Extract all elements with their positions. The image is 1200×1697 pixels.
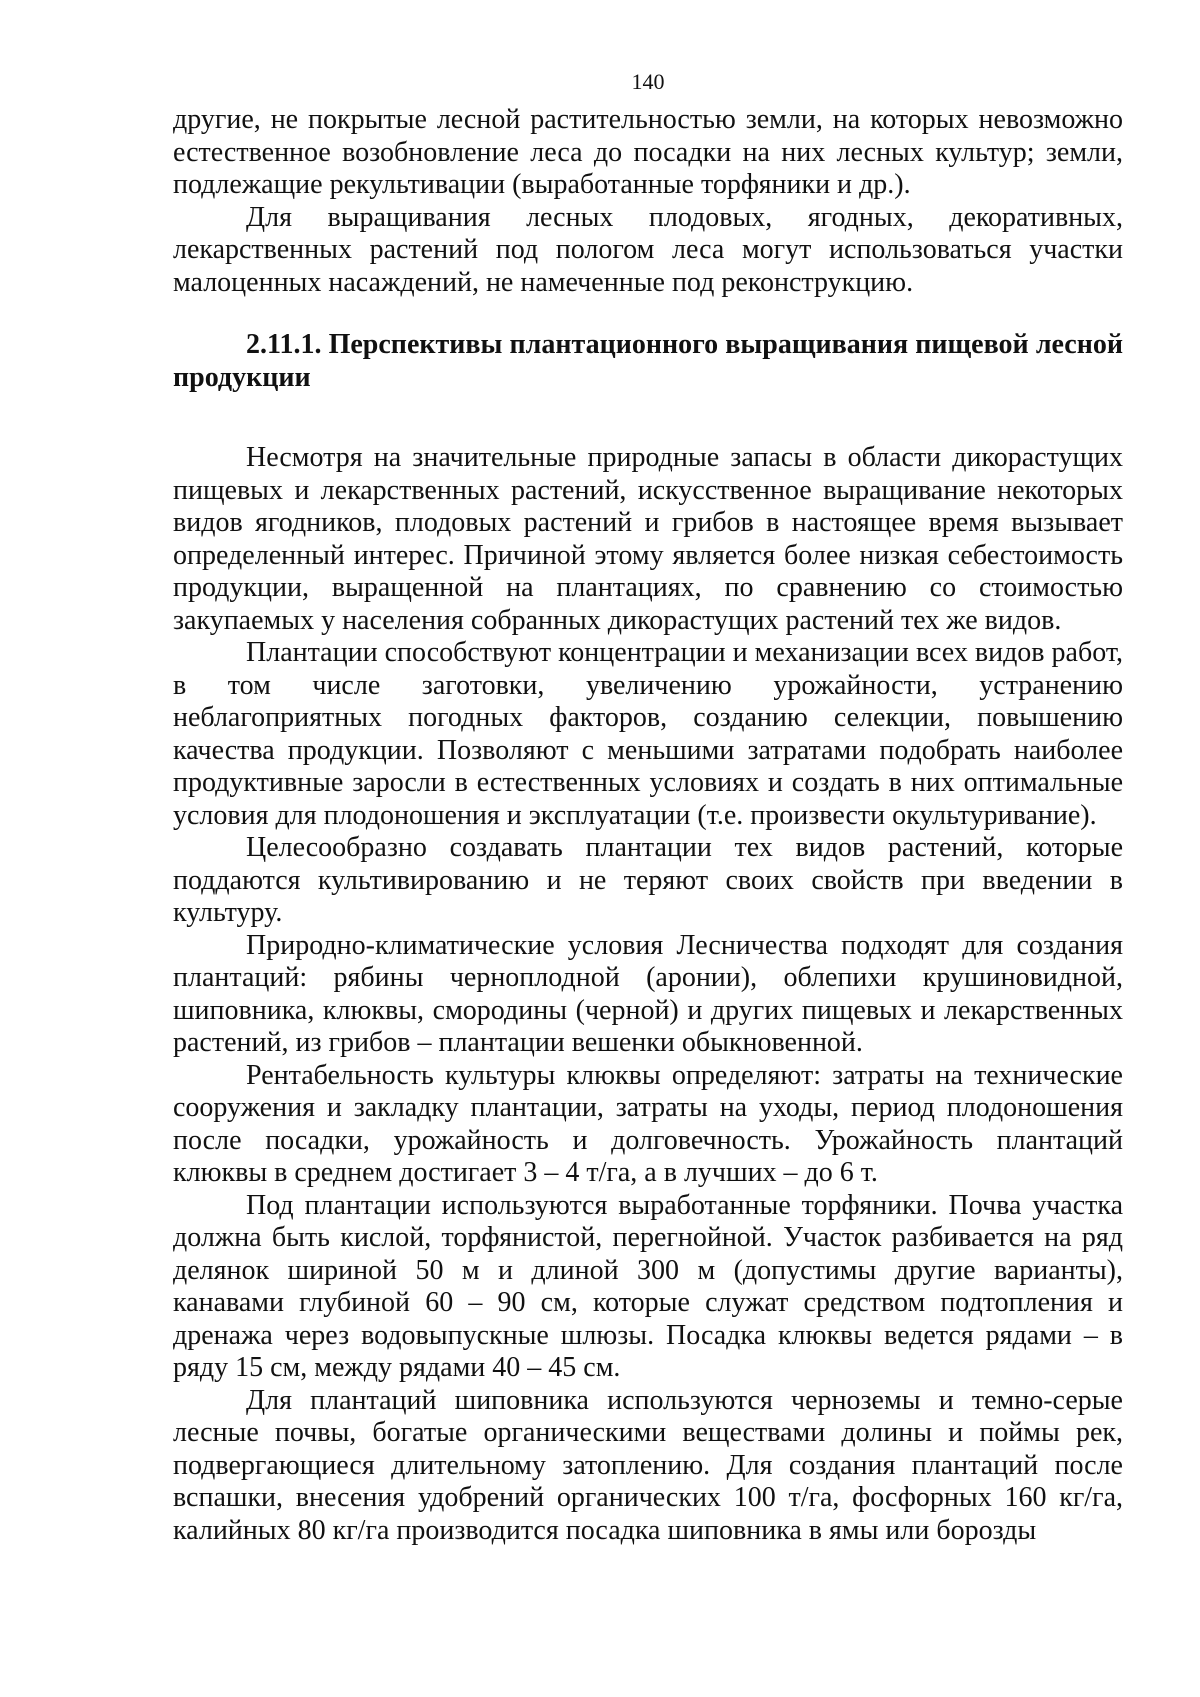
paragraph-under-canopy: Для выращивания лесных плодовых, ягодных, декоративных, лекарственных растений под пологом леса могут использоваться участки малоценных насаждений, не намеченные под реконструкцию. <box>173 201 1123 298</box>
paragraph-cranberry-site: Под плантации используются выработанные торфяники. Почва участка должна быть кислой, торфянистой, перегнойной. Участок разбивается на ряд делянок шириной 50 м и длиной 300 м (допустимы другие варианты), канавами глубиной 60 – 90 см, которые служат средством подтопления и дренажа через водовыпускные шлюзы. Посадка клюквы ведется рядами – в ряду 15 см, между рядами 40 – 45 см. <box>173 1189 1123 1383</box>
section-heading: 2.11.1. Перспективы плантационного выращивания пищевой лесной продукции <box>173 329 1123 393</box>
paragraph-cranberry-profitability: Рентабельность культуры клюквы определяют: затраты на технические сооружения и закладку плантации, затраты на уходы, период плодоношения после посадки, урожайность и долговечность. Урожайность плантаций клюквы в среднем достигает 3 – 4 т/га, а в лучших – до 6 т. <box>173 1059 1123 1188</box>
page-number: 140 <box>631 69 665 94</box>
paragraph-climate-conditions: Природно-климатические условия Лесничества подходят для создания плантаций: рябины черноплодной (аронии), облепихи крушиновидной, шиповника, клюквы, смородины (черной) и других пищевых и лекарственных растений, из грибов – плантации вешенки обыкновенной. <box>173 929 1123 1058</box>
paragraph-rosehip-plantations: Для плантаций шиповника используются черноземы и темно-серые лесные почвы, богатые органическими веществами долины и поймы рек, подвергающиеся длительному затоплению. Для создания плантаций после вспашки, внесения удобрений органических 100 т/га, фосфорных 160 кг/га, калийных 80 кг/га производится посадка шиповника в ямы или борозды <box>173 1384 1123 1546</box>
paragraph-suitable-species: Целесообразно создавать плантации тех видов растений, которые поддаются культивированию и не теряют своих свойств при введении в культуру. <box>173 832 1123 928</box>
paragraph-plantation-benefits: Плантации способствуют концентрации и механизации всех видов работ, в том числе заготовки, увеличению урожайности, устранению неблагоприятных погодных факторов, созданию селекции, повышению качества продукции. Позволяют с меньшими затратами подобрать наиболее продуктивные заросли в естественных условиях и создать в них оптимальные условия для плодоношения и эксплуатации (т.е. произвести окультуривание). <box>173 637 1123 831</box>
paragraph-continuation: другие, не покрытые лесной растительностью земли, на которых невозможно естественное возобновление леса до посадки на них лесных культур; земли, подлежащие рекультивации (выработанные торфяники и др.). <box>173 104 1123 200</box>
document-page <box>173 62 1123 1547</box>
paragraph-natural-reserves: Несмотря на значительные природные запасы в области дикорастущих пищевых и лекарственных растений, искусственное выращивание некоторых видов ягодников, плодовых растений и грибов в настоящее время вызывает определенный интерес. Причиной этому является более низкая себестоимость продукции, выращенной на плантациях, по сравнению со стоимостью закупаемых у населения собранных дикорастущих растений тех же видов. <box>173 442 1123 636</box>
